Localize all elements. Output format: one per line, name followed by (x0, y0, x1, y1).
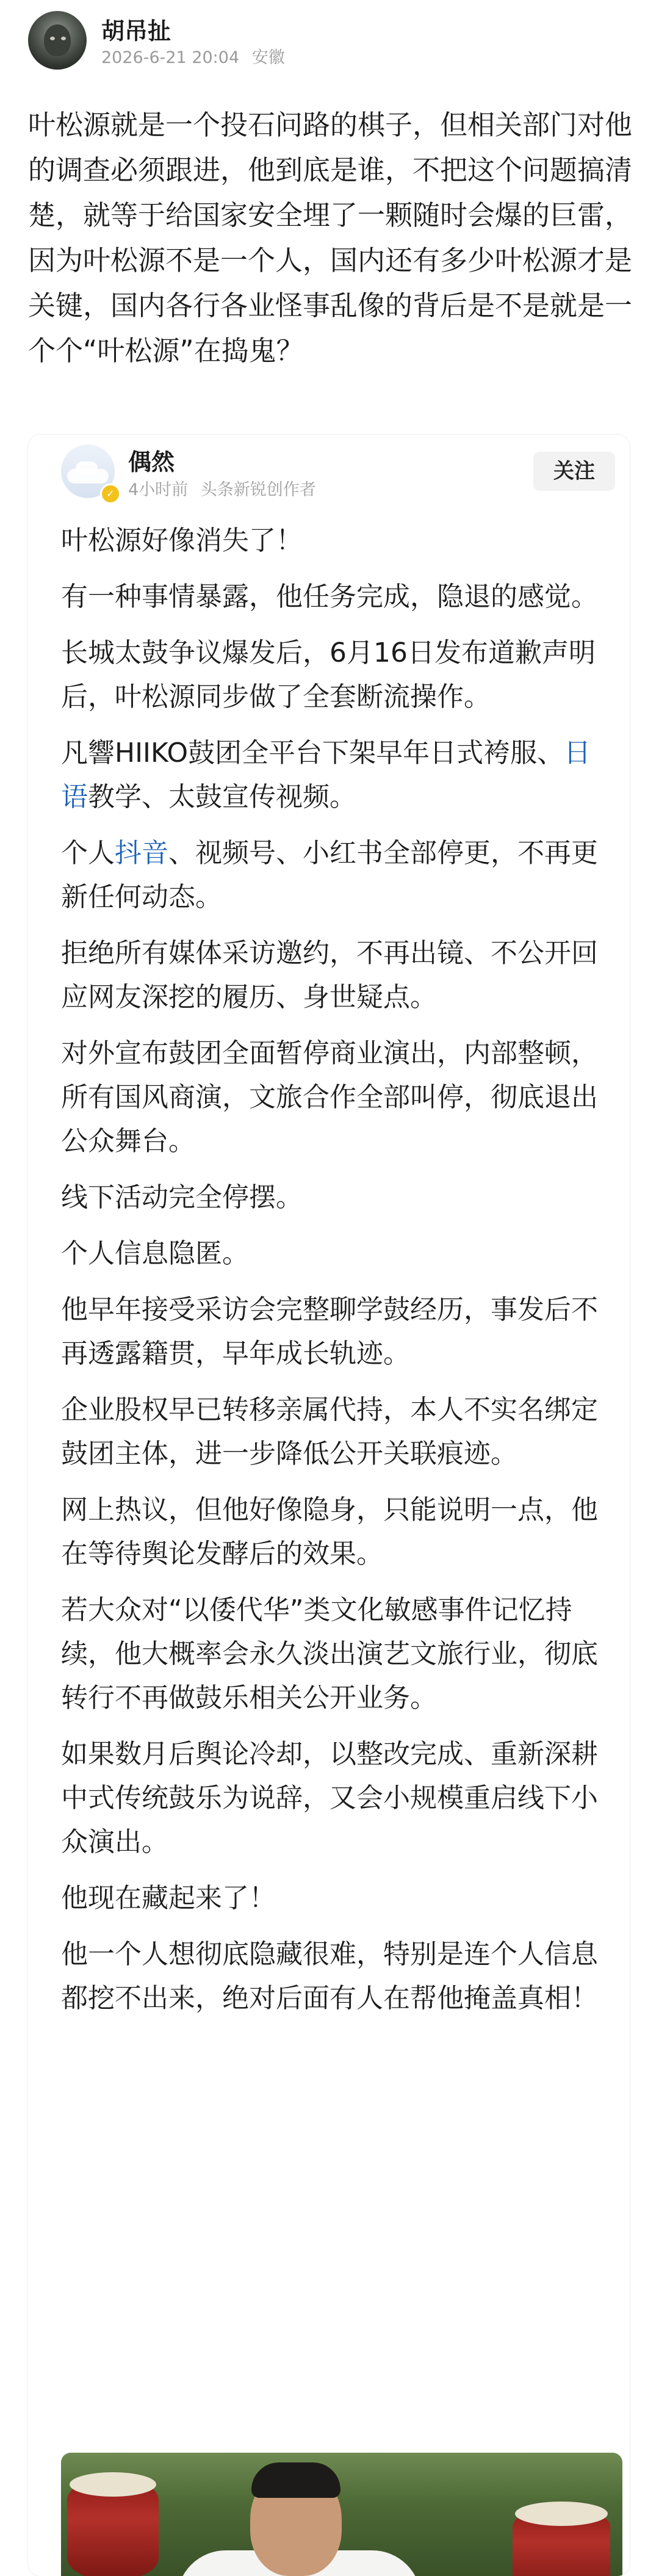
article-paragraph: 拒绝所有媒体采访邀约，不再出镜、不公开回应网友深挖的履历、身世疑点。 (61, 938, 598, 1013)
person-hair (251, 2462, 340, 2498)
post-date: 2026-6-21 20:04 (101, 48, 240, 67)
follow-button[interactable]: 关注 (533, 452, 615, 491)
verified-badge-icon: ✓ (100, 483, 121, 504)
author-avatar[interactable] (28, 11, 87, 70)
avatar-face (44, 24, 71, 56)
paragraph-text: 凡響HIIKO鼓团全平台下架早年日式袴服、 (61, 737, 564, 769)
quoted-time: 4小时前 (128, 480, 189, 499)
keyword-link-japanese[interactable]: 日语 (61, 737, 591, 812)
quoted-author-name[interactable]: 偶然 (128, 449, 175, 476)
article-paragraph: 对外宣布鼓团全面暂停商业演出，内部整顿，所有国风商演，文旅合作全部叫停，彻底退出公众舞台。 (61, 1038, 598, 1157)
article-video-thumbnail[interactable] (61, 2453, 622, 2576)
article-paragraph: 若大众对“以倭代华”类文化敏感事件记忆持续，他大概率会永久淡出演艺文旅行业，彻底转行不再做鼓乐相关公开业务。 (61, 1594, 598, 1713)
paragraph-text: 教学、太鼓宣传视频。 (88, 781, 356, 812)
article-paragraph: 个人信息隐匿。 (61, 1238, 249, 1269)
quoted-article-card[interactable] (28, 435, 630, 2576)
avatar-cloud (76, 461, 98, 475)
post-location: 安徽 (251, 48, 285, 67)
quoted-author-role: 头条新锐创作者 (200, 480, 316, 499)
drum-head-left (70, 2472, 156, 2497)
article-paragraph: 如果数月后舆论冷却，以整改完成、重新深耕中式传统鼓乐为说辞，又会小规模重启线下小众演出。 (61, 1738, 598, 1858)
article-paragraph: 他一个人想彻底隐藏很难，特别是连个人信息都挖不出来，绝对后面有人在帮他掩盖真相！ (61, 1939, 598, 2014)
paragraph-text: 个人 (61, 838, 115, 869)
keyword-link-douyin[interactable]: 抖音 (115, 838, 168, 869)
author-name[interactable]: 胡吊扯 (101, 18, 171, 45)
article-paragraph (61, 731, 616, 819)
article-paragraph: 企业股权早已转移亲属代持，本人不实名绑定鼓团主体，进一步降低公开关联痕迹。 (61, 1394, 598, 1469)
paragraph-text: 、视频号、小红书全部停更，不再更新任何动态。 (61, 838, 598, 913)
article-paragraph: 网上热议，但他好像隐身，只能说明一点，他在等待舆论发酵后的效果。 (61, 1494, 598, 1569)
article-paragraph: 长城太鼓争议爆发后，6月16日发布道歉声明后，叶松源同步做了全套断流操作。 (61, 637, 596, 712)
post-header (0, 0, 659, 73)
avatar-eye-left (50, 37, 55, 40)
quoted-meta (128, 476, 323, 500)
drum-head-right (515, 2502, 608, 2526)
article-paragraph: 线下活动完全停摆。 (61, 1182, 303, 1213)
quoted-article-body (61, 519, 616, 2033)
article-paragraph: 他现在藏起来了！ (61, 1883, 276, 1914)
article-paragraph: 他早年接受采访会完整聊学鼓经历，事发后不再透露籍贯，早年成长轨迹。 (61, 1294, 598, 1369)
avatar-eye-right (61, 37, 66, 40)
article-paragraph: 有一种事情暴露，他任务完成，隐退的感觉。 (61, 581, 598, 612)
article-paragraph (61, 831, 616, 919)
post-text: 叶松源就是一个投石问路的棋子，但相关部门对他的调查必须跟进，他到底是谁，不把这个问题搞清楚，就等于给国家安全埋了一颗随时会爆的巨雷，因为叶松源不是一个人，国内还有多少叶松源才是关键，国内各行各业怪事乱像的背后是不是就是一个个“叶松源”在捣鬼？ (28, 109, 633, 367)
article-paragraph: 叶松源好像消失了！ (61, 525, 303, 556)
post-meta (101, 44, 292, 68)
